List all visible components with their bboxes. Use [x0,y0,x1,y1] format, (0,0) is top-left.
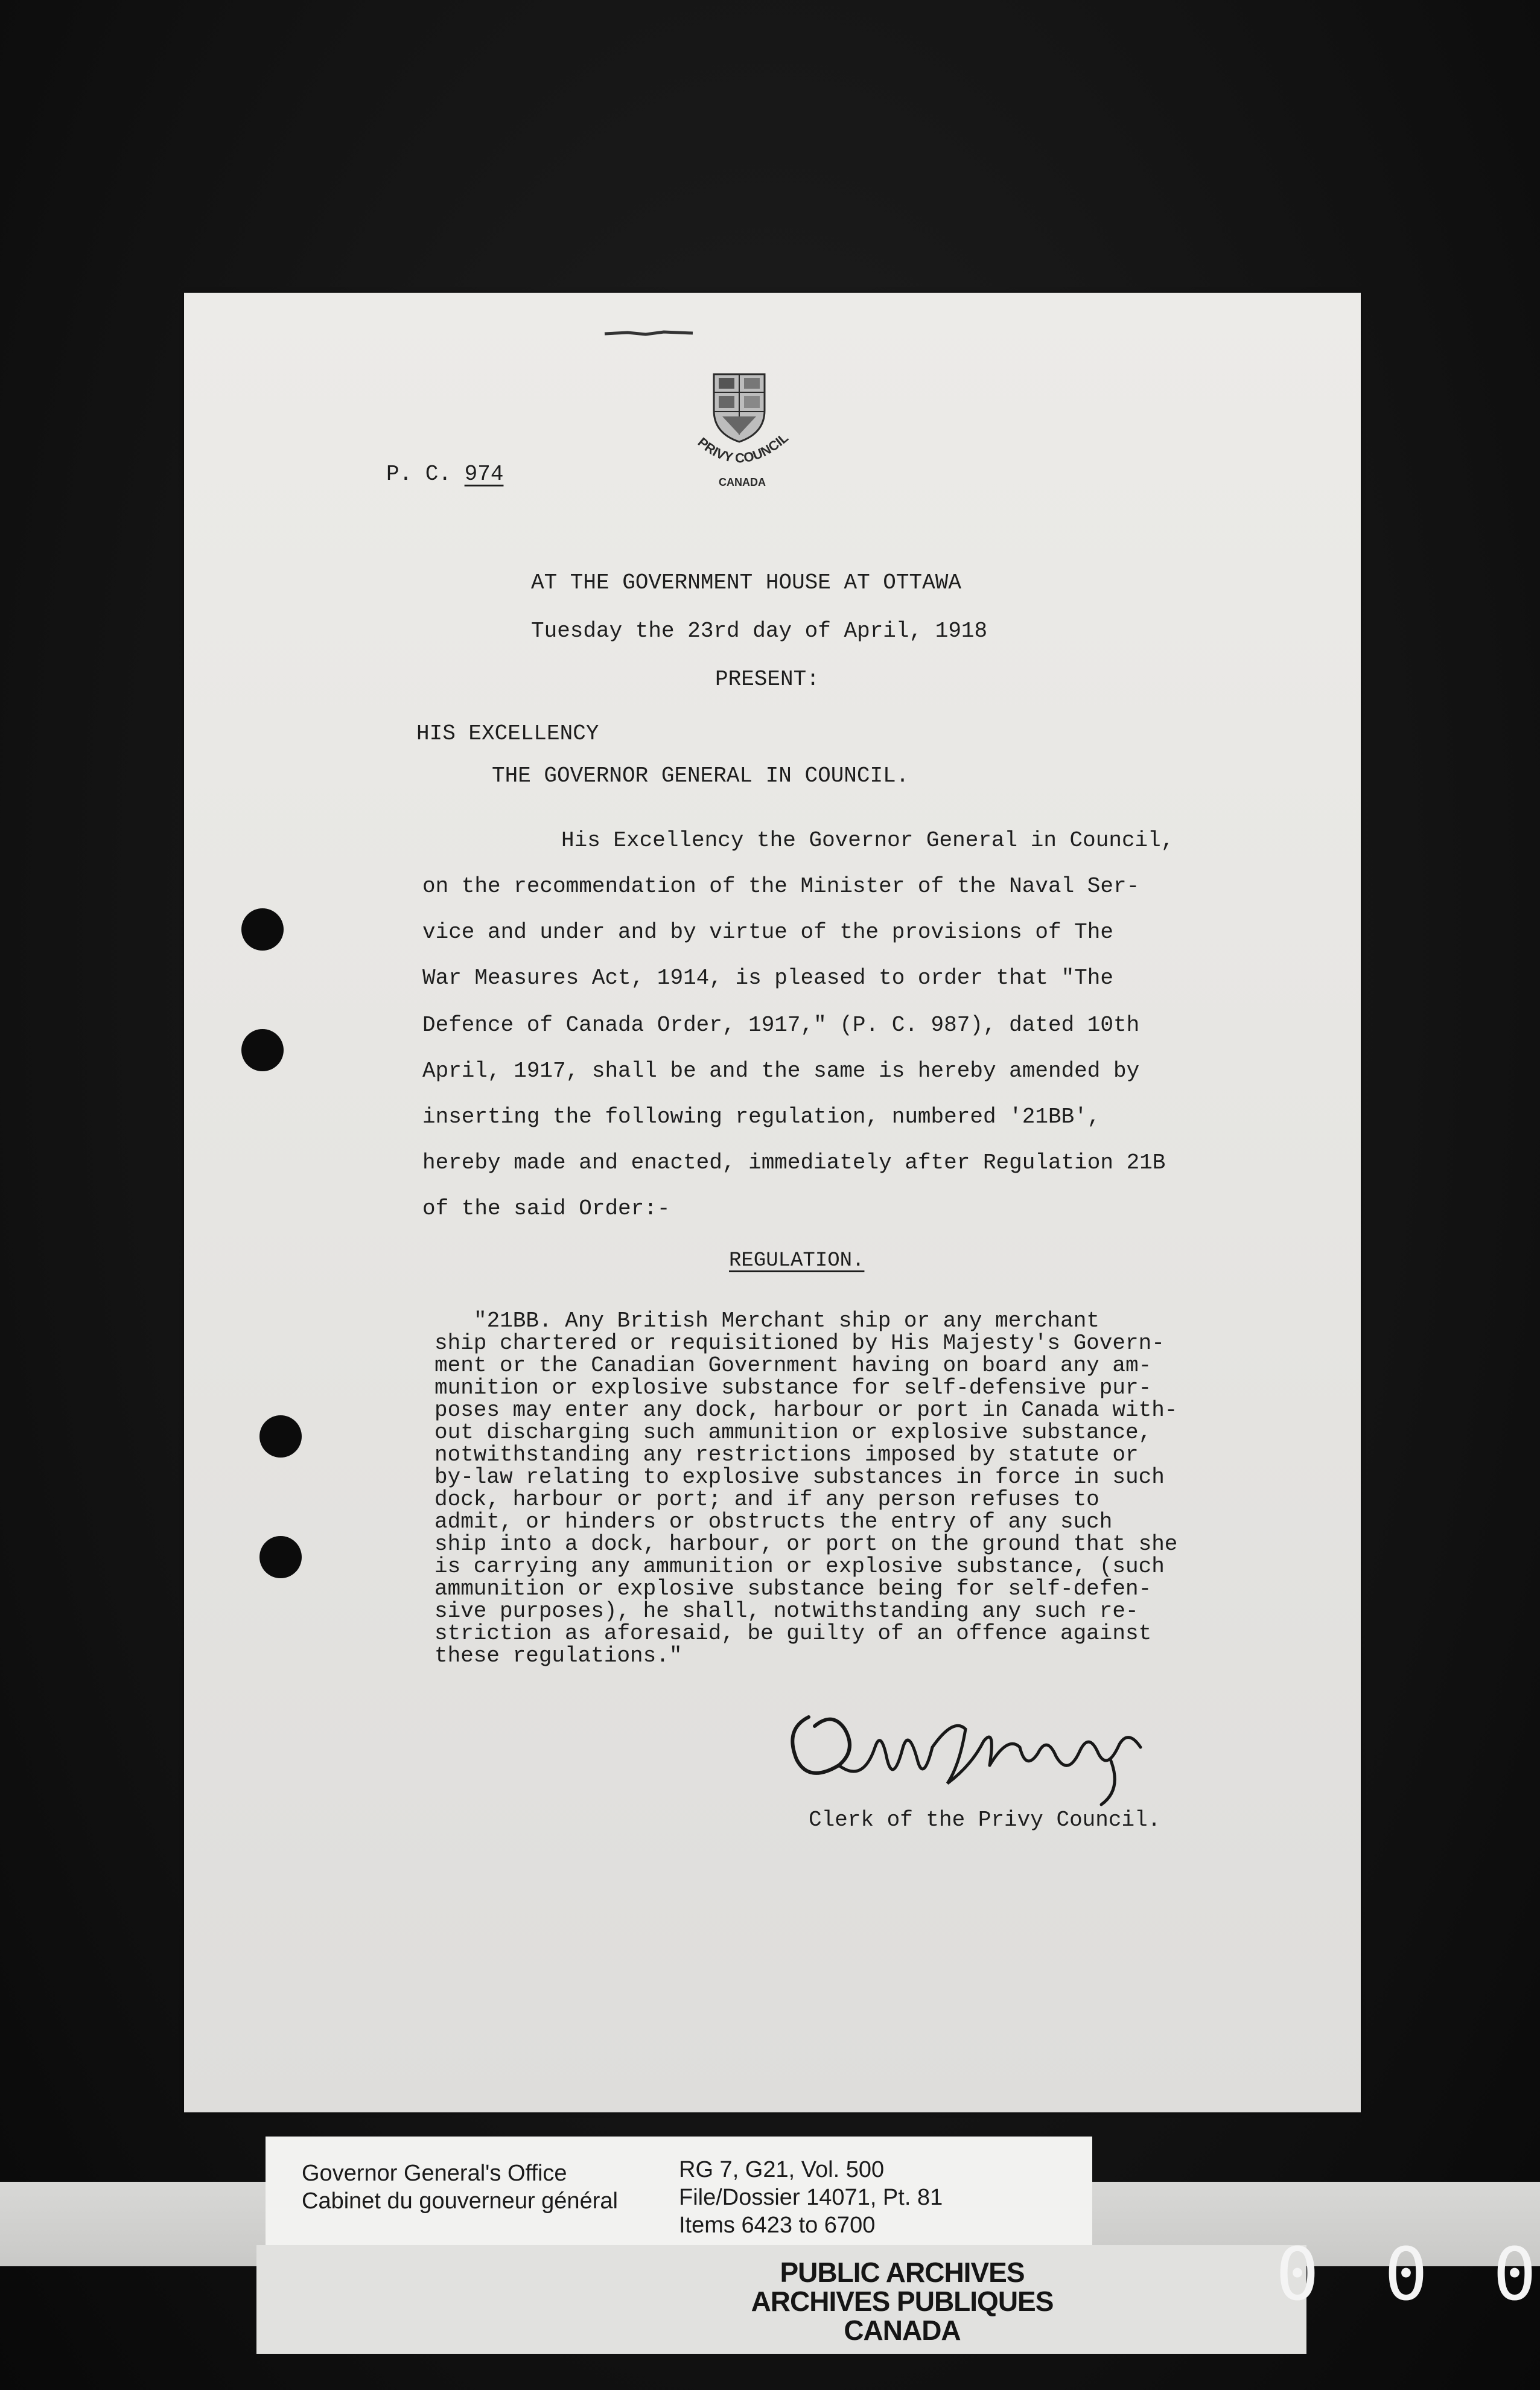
reference-line-2: File/Dossier 14071, Pt. 81 [679,2185,943,2210]
attendance-line-1: HIS EXCELLENCY [416,721,599,746]
regulation-line: poses may enter any dock, harbour or port in Canada with- [434,1398,1178,1423]
office-french: Cabinet du gouverneur général [302,2188,618,2214]
ink-mark [603,329,694,337]
heading-location: AT THE GOVERNMENT HOUSE AT OTTAWA [531,570,961,595]
regulation-line: sive purposes), he shall, notwithstanding any such re- [434,1599,1139,1624]
handwritten-signature [772,1693,1159,1814]
regulation-line: ship chartered or requisitioned by His Majesty's Govern- [434,1331,1165,1356]
body-line: inserting the following regulation, numbered '21BB', [422,1104,1101,1129]
seal-text-lower: CANADA [719,476,766,488]
regulation-line: striction as aforesaid, be guilty of an offence against [434,1621,1152,1646]
public-archives-stamp [256,2245,1306,2354]
regulation-line: "21BB. Any British Merchant ship or any merchant [474,1308,1099,1333]
regulation-line: out discharging such ammunition or explosive substance, [434,1420,1152,1445]
punch-hole-3 [259,1415,302,1458]
attendance-line-2: THE GOVERNOR GENERAL IN COUNCIL. [492,763,909,788]
archives-line-1: PUBLIC ARCHIVES [780,2257,1025,2288]
punch-hole-4 [259,1536,302,1578]
heading-date: Tuesday the 23rd day of April, 1918 [531,619,988,643]
regulation-line: ment or the Canadian Government having on board any am- [434,1353,1152,1378]
body-line: hereby made and enacted, immediately after Regulation 21B [422,1150,1166,1175]
seal-text-upper: PRIVY COUNCIL [695,430,792,466]
frame-digit: 0 [1384,2233,1428,2317]
frame-digit: 0 [1492,2233,1537,2317]
reference-line-1: RG 7, G21, Vol. 500 [679,2157,885,2182]
regulation-line: dock, harbour or port; and if any person refuses to [434,1487,1099,1512]
privy-council-seal [673,362,806,501]
signatory-title: Clerk of the Privy Council. [809,1808,1161,1832]
regulation-line: ammunition or explosive substance being for self-defen- [434,1576,1152,1601]
pc-prefix: P. C. [386,462,452,486]
archive-reference-label [266,2137,1092,2257]
frame-digit: 0 [1275,2233,1320,2317]
document-page [184,293,1361,2112]
pc-number-value: 974 [464,462,504,486]
regulation-line: these regulations." [434,1643,682,1668]
body-line: on the recommendation of the Minister of the Naval Ser- [422,874,1140,899]
regulation-text [434,1310,1267,1667]
punch-hole-2 [241,1029,284,1071]
regulation-line: by-law relating to explosive substances in force in such [434,1465,1165,1490]
regulation-line: admit, or hinders or obstructs the entry of any such [434,1509,1113,1534]
frame-counter [1273,2233,1539,2317]
regulation-line: munition or explosive substance for self-defensive pur- [434,1375,1152,1400]
regulation-heading: REGULATION. [729,1249,865,1272]
office-english: Governor General's Office [302,2161,567,2186]
regulation-line: notwithstanding any restrictions imposed by statute or [434,1442,1139,1467]
body-line: His Excellency the Governor General in Council, [561,828,1174,853]
body-line: Defence of Canada Order, 1917," (P. C. 987), dated 10th [422,1013,1140,1037]
pc-number [386,462,503,486]
archives-line-2: ARCHIVES PUBLIQUES [751,2286,1054,2317]
body-line: vice and under and by virtue of the provisions of The [422,920,1113,945]
body-line: War Measures Act, 1914, is pleased to order that "The [422,966,1113,990]
body-line: April, 1917, shall be and the same is hereby amended by [422,1059,1140,1083]
archives-line-3: CANADA [844,2315,961,2346]
heading-present: PRESENT: [715,667,819,692]
regulation-line: is carrying any ammunition or explosive substance, (such [434,1554,1165,1579]
regulation-line: ship into a dock, harbour, or port on the ground that she [434,1532,1178,1557]
punch-hole-1 [241,908,284,951]
body-line: of the said Order:- [422,1196,670,1221]
reference-line-3: Items 6423 to 6700 [679,2213,876,2238]
